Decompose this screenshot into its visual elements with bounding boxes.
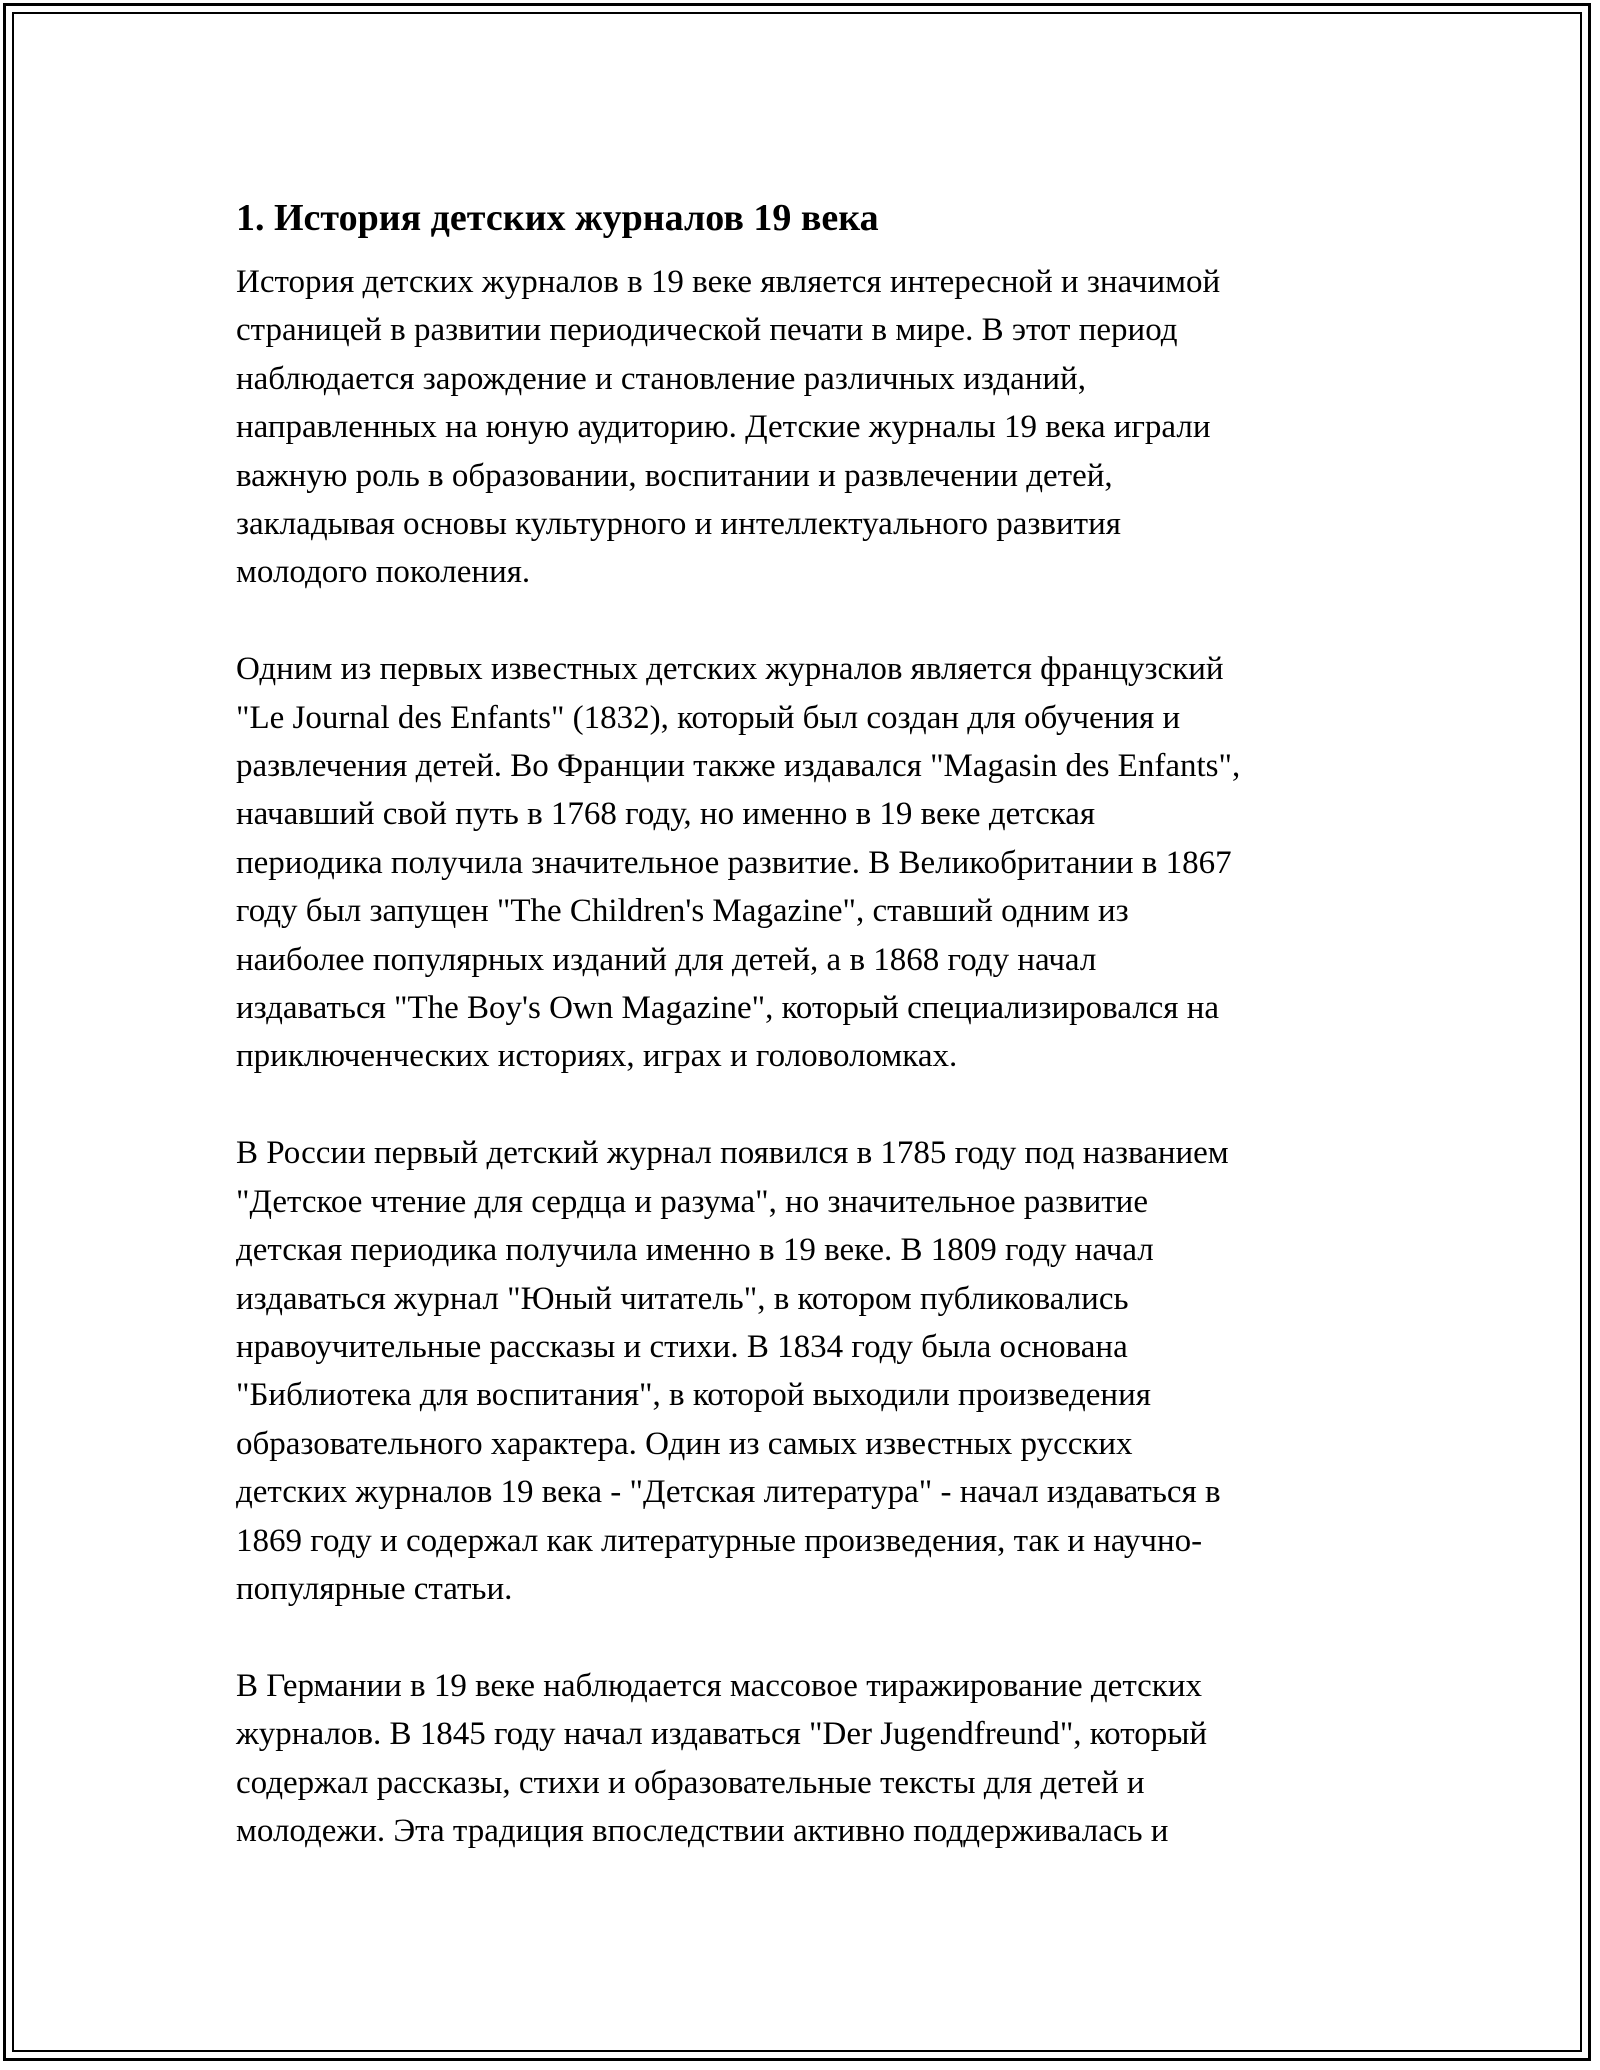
paragraph-line: начавший свой путь в 1768 году, но именно в 19 веке детская bbox=[236, 796, 1096, 833]
paragraph-1 bbox=[236, 258, 1376, 597]
paragraph-line: наиболее популярных изданий для детей, а в 1868 году начал bbox=[236, 941, 1097, 978]
paragraph-line: периодика получила значительное развитие. В Великобритании в 1867 bbox=[236, 844, 1232, 881]
paragraph-line: нравоучительные рассказы и стихи. В 1834 году была основана bbox=[236, 1328, 1128, 1365]
paragraph-line: В России первый детский журнал появился в 1785 году под названием bbox=[236, 1135, 1229, 1172]
paragraph-3 bbox=[236, 1129, 1376, 1613]
paragraph-line: издаваться "The Boy's Own Magazine", который специализировался на bbox=[236, 990, 1220, 1027]
paragraph-2 bbox=[236, 645, 1376, 1081]
paragraph-line: детских журналов 19 века - "Детская литература" - начал издаваться в bbox=[236, 1474, 1221, 1511]
paragraph-line: страницей в развитии периодической печати в мире. В этот период bbox=[236, 312, 1178, 349]
paragraph-line: История детских журналов в 19 веке является интересной и значимой bbox=[236, 264, 1221, 300]
document-body bbox=[236, 190, 1376, 1855]
paragraph-line: году был запущен "The Children's Magazine", ставший одним из bbox=[236, 893, 1129, 930]
paragraph-line: детская периодика получила именно в 19 веке. В 1809 году начал bbox=[236, 1232, 1154, 1269]
paragraph-line: "Детское чтение для сердца и разума", но значительное развитие bbox=[236, 1183, 1148, 1220]
paragraph-line: журналов. В 1845 году начал издаваться "Der Jugendfreund", который bbox=[236, 1716, 1208, 1753]
paragraph-line: "Библиотека для воспитания", в которой выходили произведения bbox=[236, 1377, 1151, 1414]
paragraph-line: популярные статьи. bbox=[236, 1570, 513, 1607]
paragraph-line: развлечения детей. Во Франции также издавался "Magasin des Enfants", bbox=[236, 748, 1241, 785]
paragraph-line: издаваться журнал "Юный читатель", в котором публиковались bbox=[236, 1280, 1129, 1317]
paragraph-line: образовательного характера. Один из самых известных русских bbox=[236, 1425, 1133, 1462]
paragraph-line: Одним из первых известных детских журналов является французский bbox=[236, 651, 1224, 688]
paragraph-line: "Le Journal des Enfants" (1832), который был создан для обучения и bbox=[236, 699, 1181, 736]
paragraph-4 bbox=[236, 1662, 1376, 1856]
paragraph-line: В Германии в 19 веке наблюдается массовое тиражирование детских bbox=[236, 1667, 1202, 1704]
paragraph-line: важную роль в образовании, воспитании и развлечении детей, bbox=[236, 457, 1113, 494]
paragraph-line: молодежи. Эта традиция впоследствии активно поддерживалась и bbox=[236, 1812, 1169, 1849]
section-heading: 1. История детских журналов 19 века bbox=[236, 197, 879, 239]
paragraph-line: направленных на юную аудиторию. Детские журналы 19 века играли bbox=[236, 409, 1211, 446]
paragraph-line: наблюдается зарождение и становление различных изданий, bbox=[236, 360, 1086, 397]
paragraph-line: приключенческих историях, играх и головоломках. bbox=[236, 1038, 958, 1075]
paragraph-line: 1869 году и содержал как литературные произведения, так и научно- bbox=[236, 1522, 1203, 1559]
paragraph-line: закладывая основы культурного и интеллектуального развития bbox=[236, 506, 1121, 543]
paragraph-line: содержал рассказы, стихи и образовательные тексты для детей и bbox=[236, 1764, 1145, 1801]
paragraph-line: молодого поколения. bbox=[236, 554, 531, 591]
